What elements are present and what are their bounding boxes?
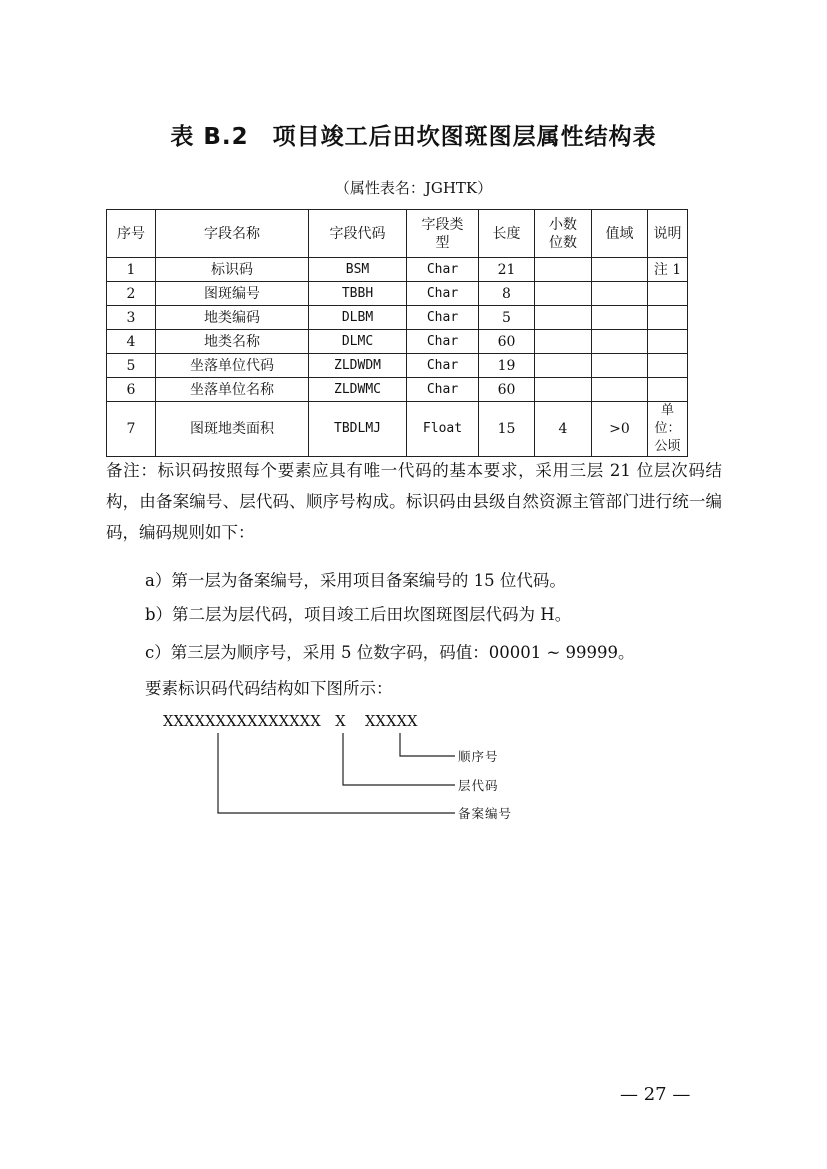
- cell-len: 60: [479, 330, 535, 354]
- cell-type: Char: [407, 258, 479, 282]
- cell-seq: 5: [107, 354, 156, 378]
- cell-name: 坐落单位名称: [156, 378, 309, 402]
- cell-type: Char: [407, 354, 479, 378]
- table-title: 表 B.2 项目竣工后田坎图斑图层属性结构表: [170, 124, 657, 150]
- cell-dec: [535, 330, 592, 354]
- cell-note: [648, 330, 688, 354]
- cell-len: 21: [479, 258, 535, 282]
- label-filing-number: 备案编号: [458, 806, 513, 821]
- cell-seq: 6: [107, 378, 156, 402]
- cell-len: 15: [479, 402, 535, 457]
- cell-name: 图斑地类面积: [156, 402, 309, 457]
- cell-seq: 4: [107, 330, 156, 354]
- cell-note: [648, 282, 688, 306]
- cell-dec: [535, 354, 592, 378]
- rule-item-c: c）第三层为顺序号，采用 5 位数字码，码值：00001 ~ 99999。: [145, 643, 635, 662]
- header-name: 字段名称: [156, 210, 309, 258]
- cell-type: Char: [407, 330, 479, 354]
- table-row: [107, 306, 688, 330]
- cell-len: 5: [479, 306, 535, 330]
- cell-range: [592, 258, 648, 282]
- label-layer-code: 层代码: [458, 778, 499, 793]
- code-structure-text: XXXXXXXXXXXXXXX X XXXXX: [163, 714, 418, 730]
- cell-code: ZLDWDM: [309, 354, 407, 378]
- connector-layer: [343, 733, 455, 785]
- cell-seq: 2: [107, 282, 156, 306]
- connector-filing: [218, 733, 455, 813]
- table-row: [107, 402, 688, 457]
- cell-range: >0: [592, 402, 648, 457]
- header-code: 字段代码: [309, 210, 407, 258]
- rule-item-a: a）第一层为备案编号，采用项目备案编号的 15 位代码。: [145, 571, 566, 590]
- cell-seq: 7: [107, 402, 156, 457]
- label-sequence-number: 顺序号: [458, 749, 499, 764]
- cell-dec: [535, 282, 592, 306]
- cell-len: 8: [479, 282, 535, 306]
- page-number: — 27 —: [620, 1084, 691, 1105]
- cell-dec: 4: [535, 402, 592, 457]
- cell-seq: 1: [107, 258, 156, 282]
- cell-type: Char: [407, 282, 479, 306]
- cell-type: Char: [407, 306, 479, 330]
- connector-sequence: [400, 733, 455, 756]
- attribute-table: [106, 209, 688, 457]
- table-subtitle: （属性表名：JGHTK）: [334, 179, 493, 197]
- table-row: [107, 354, 688, 378]
- cell-dec: [535, 306, 592, 330]
- table-row: [107, 330, 688, 354]
- header-len: 长度: [479, 210, 535, 258]
- table-row: [107, 258, 688, 282]
- cell-note: 单位：公顷: [648, 402, 688, 457]
- cell-name: 标识码: [156, 258, 309, 282]
- cell-name: 坐落单位代码: [156, 354, 309, 378]
- table-row: [107, 282, 688, 306]
- note-paragraph: 备注：标识码按照每个要素应具有唯一代码的基本要求，采用三层 21 位层次码结构，由备案编号、层代码、顺序号构成。标识码由县级自然资源主管部门进行统一编码，编码规则如下：: [106, 461, 722, 542]
- diagram-intro: 要素标识码代码结构如下图所示：: [145, 679, 393, 698]
- cell-type: Char: [407, 378, 479, 402]
- cell-range: [592, 282, 648, 306]
- cell-code: TBBH: [309, 282, 407, 306]
- cell-dec: [535, 258, 592, 282]
- cell-note: [648, 306, 688, 330]
- cell-dec: [535, 378, 592, 402]
- cell-range: [592, 306, 648, 330]
- cell-range: [592, 378, 648, 402]
- cell-note: 注 1: [648, 258, 688, 282]
- cell-note: [648, 378, 688, 402]
- cell-code: DLMC: [309, 330, 407, 354]
- cell-len: 19: [479, 354, 535, 378]
- cell-code: DLBM: [309, 306, 407, 330]
- cell-name: 地类名称: [156, 330, 309, 354]
- cell-code: TBDLMJ: [309, 402, 407, 457]
- header-seq: 序号: [107, 210, 156, 258]
- cell-code: BSM: [309, 258, 407, 282]
- cell-range: [592, 354, 648, 378]
- header-note: 说明: [648, 210, 688, 258]
- cell-type: Float: [407, 402, 479, 457]
- table-row: [107, 378, 688, 402]
- cell-note: [648, 354, 688, 378]
- header-type: 字段类型: [407, 210, 479, 258]
- cell-name: 图斑编号: [156, 282, 309, 306]
- cell-seq: 3: [107, 306, 156, 330]
- header-range: 值域: [592, 210, 648, 258]
- rule-item-b: b）第二层为层代码，项目竣工后田坎图斑图层代码为 H。: [145, 605, 572, 624]
- table-header-row: [107, 210, 688, 258]
- header-dec: 小数位数: [535, 210, 592, 258]
- cell-len: 60: [479, 378, 535, 402]
- cell-range: [592, 330, 648, 354]
- cell-name: 地类编码: [156, 306, 309, 330]
- cell-code: ZLDWMC: [309, 378, 407, 402]
